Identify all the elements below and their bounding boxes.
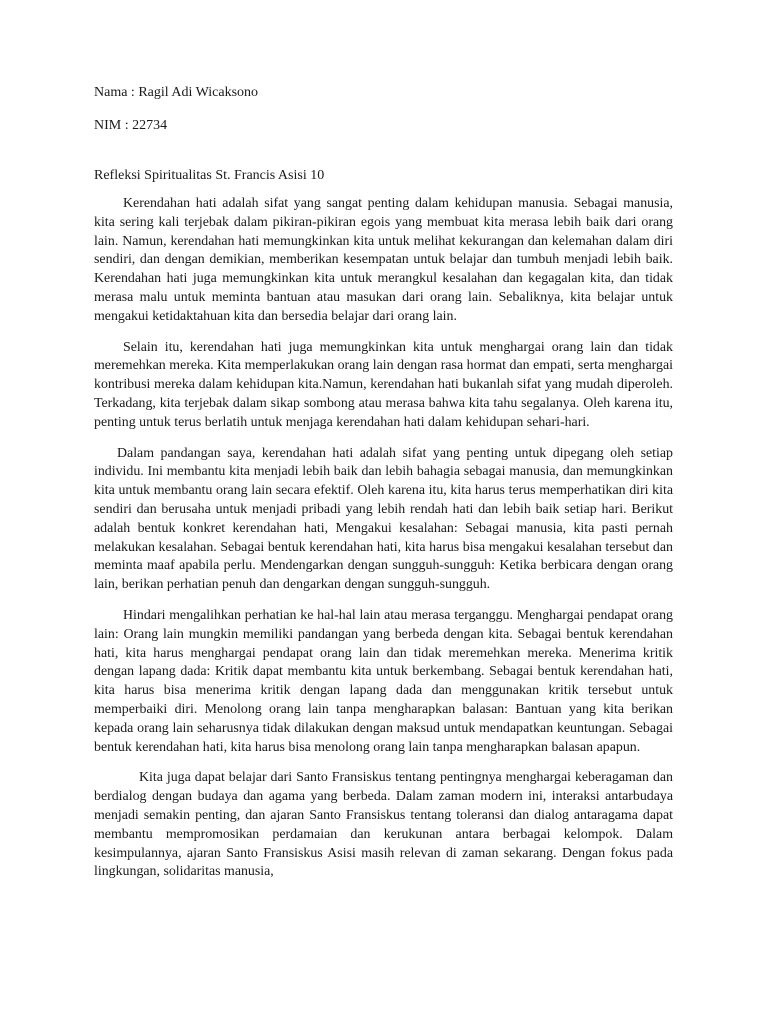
paragraph-3: Dalam pandangan saya, kerendahan hati adalah sifat yang penting untuk dipegang oleh setiap individu. Ini membantu kita menjadi lebih baik dan lebih bahagia sebagai manusia, dan memungkinkan kita untuk membantu orang lain secara efektif. Oleh karena itu, kita harus terus memperhatikan diri kita sendiri dan berusaha untuk menjadi pribadi yang lebih rendah hati dan lebih baik setiap hari. Berikut adalah bentuk konkret kerendahan hati, Mengakui kesalahan: Sebagai manusia, kita pasti pernah melakukan kesalahan. Sebagai bentuk kerendahan hati, kita harus bisa mengakui kesalahan tersebut dan meminta maaf apabila perlu. Mendengarkan dengan sungguh-sungguh: Ketika berbicara dengan orang lain, berikan perhatian penuh dan dengarkan dengan sungguh-sungguh. — [94, 445, 673, 593]
document-title: Refleksi Spiritualitas St. Francis Asisi 10 — [94, 168, 325, 183]
paragraph-4: Hindari mengalihkan perhatian ke hal-hal lain atau merasa terganggu. Menghargai pendapat orang lain: Orang lain mungkin memiliki pandangan yang berbeda dengan kita. Sebagai bentuk kerendahan hati, kita harus menghargai pendapat orang lain dan tidak meremehkan mereka. Menerima kritik dengan lapang dada: Kritik dapat membantu kita untuk berkembang. Sebagai bentuk kerendahan hati, kita harus bisa menerima kritik dengan lapang dada dan menggunakan kritik tersebut untuk memperbaiki diri. Menolong orang lain tanpa mengharapkan balasan: Bantuan yang kita berikan kepada orang lain seharusnya tidak dilakukan dengan maksud untuk mendapatkan keuntungan. Sebagai bentuk kerendahan hati, kita harus bisa menolong orang lain tanpa mengharapkan balasan apapun. — [94, 607, 673, 755]
paragraph-1: Kerendahan hati adalah sifat yang sangat penting dalam kehidupan manusia. Sebagai manusia, kita sering kali terjebak dalam pikiran-pikiran egois yang membuat kita merasa lebih baik dari orang lain. Namun, kerendahan hati memungkinkan kita untuk melihat kekurangan dan kelemahan dalam diri sendiri, dan dengan demikian, memberikan kesempatan untuk belajar dan tumbuh menjadi lebih baik. Kerendahan hati juga memungkinkan kita untuk merangkul kesalahan dan kegagalan kita, dan tidak merasa malu untuk meminta bantuan atau masukan dari orang lain. Sebaliknya, kita belajar untuk mengakui ketidaktahuan kita dan bersedia belajar dari orang lain. — [94, 196, 673, 324]
student-name: Nama : Ragil Adi Wicaksono — [94, 85, 259, 100]
paragraph-5: Kita juga dapat belajar dari Santo Fransiskus tentang pentingnya menghargai keberagaman dan berdialog dengan budaya dan agama yang berbeda. Dalam zaman modern ini, interaksi antarbudaya menjadi semakin penting, dan ajaran Santo Fransiskus tentang toleransi dan dialog antaragama dapat membantu mempromosikan perdamaian dan kerukunan antara berbagai kelompok. Dalam kesimpulannya, ajaran Santo Fransiskus Asisi masih relevan di zaman sekarang. Dengan fokus pada lingkungan, solidaritas manusia, — [94, 770, 673, 880]
paragraph-2: Selain itu, kerendahan hati juga memungkinkan kita untuk menghargai orang lain dan tidak meremehkan mereka. Kita memperlakukan orang lain dengan rasa hormat dan empati, serta menghargai kontribusi mereka dalam kehidupan kita.Namun, kerendahan hati bukanlah sifat yang mudah diperoleh. Terkadang, kita terjebak dalam sikap sombong atau merasa bahwa kita tahu segalanya. Oleh karena itu, penting untuk terus berlatih untuk menjaga kerendahan hati dalam kehidupan sehari-hari. — [94, 339, 673, 430]
student-nim: NIM : 22734 — [94, 118, 168, 133]
